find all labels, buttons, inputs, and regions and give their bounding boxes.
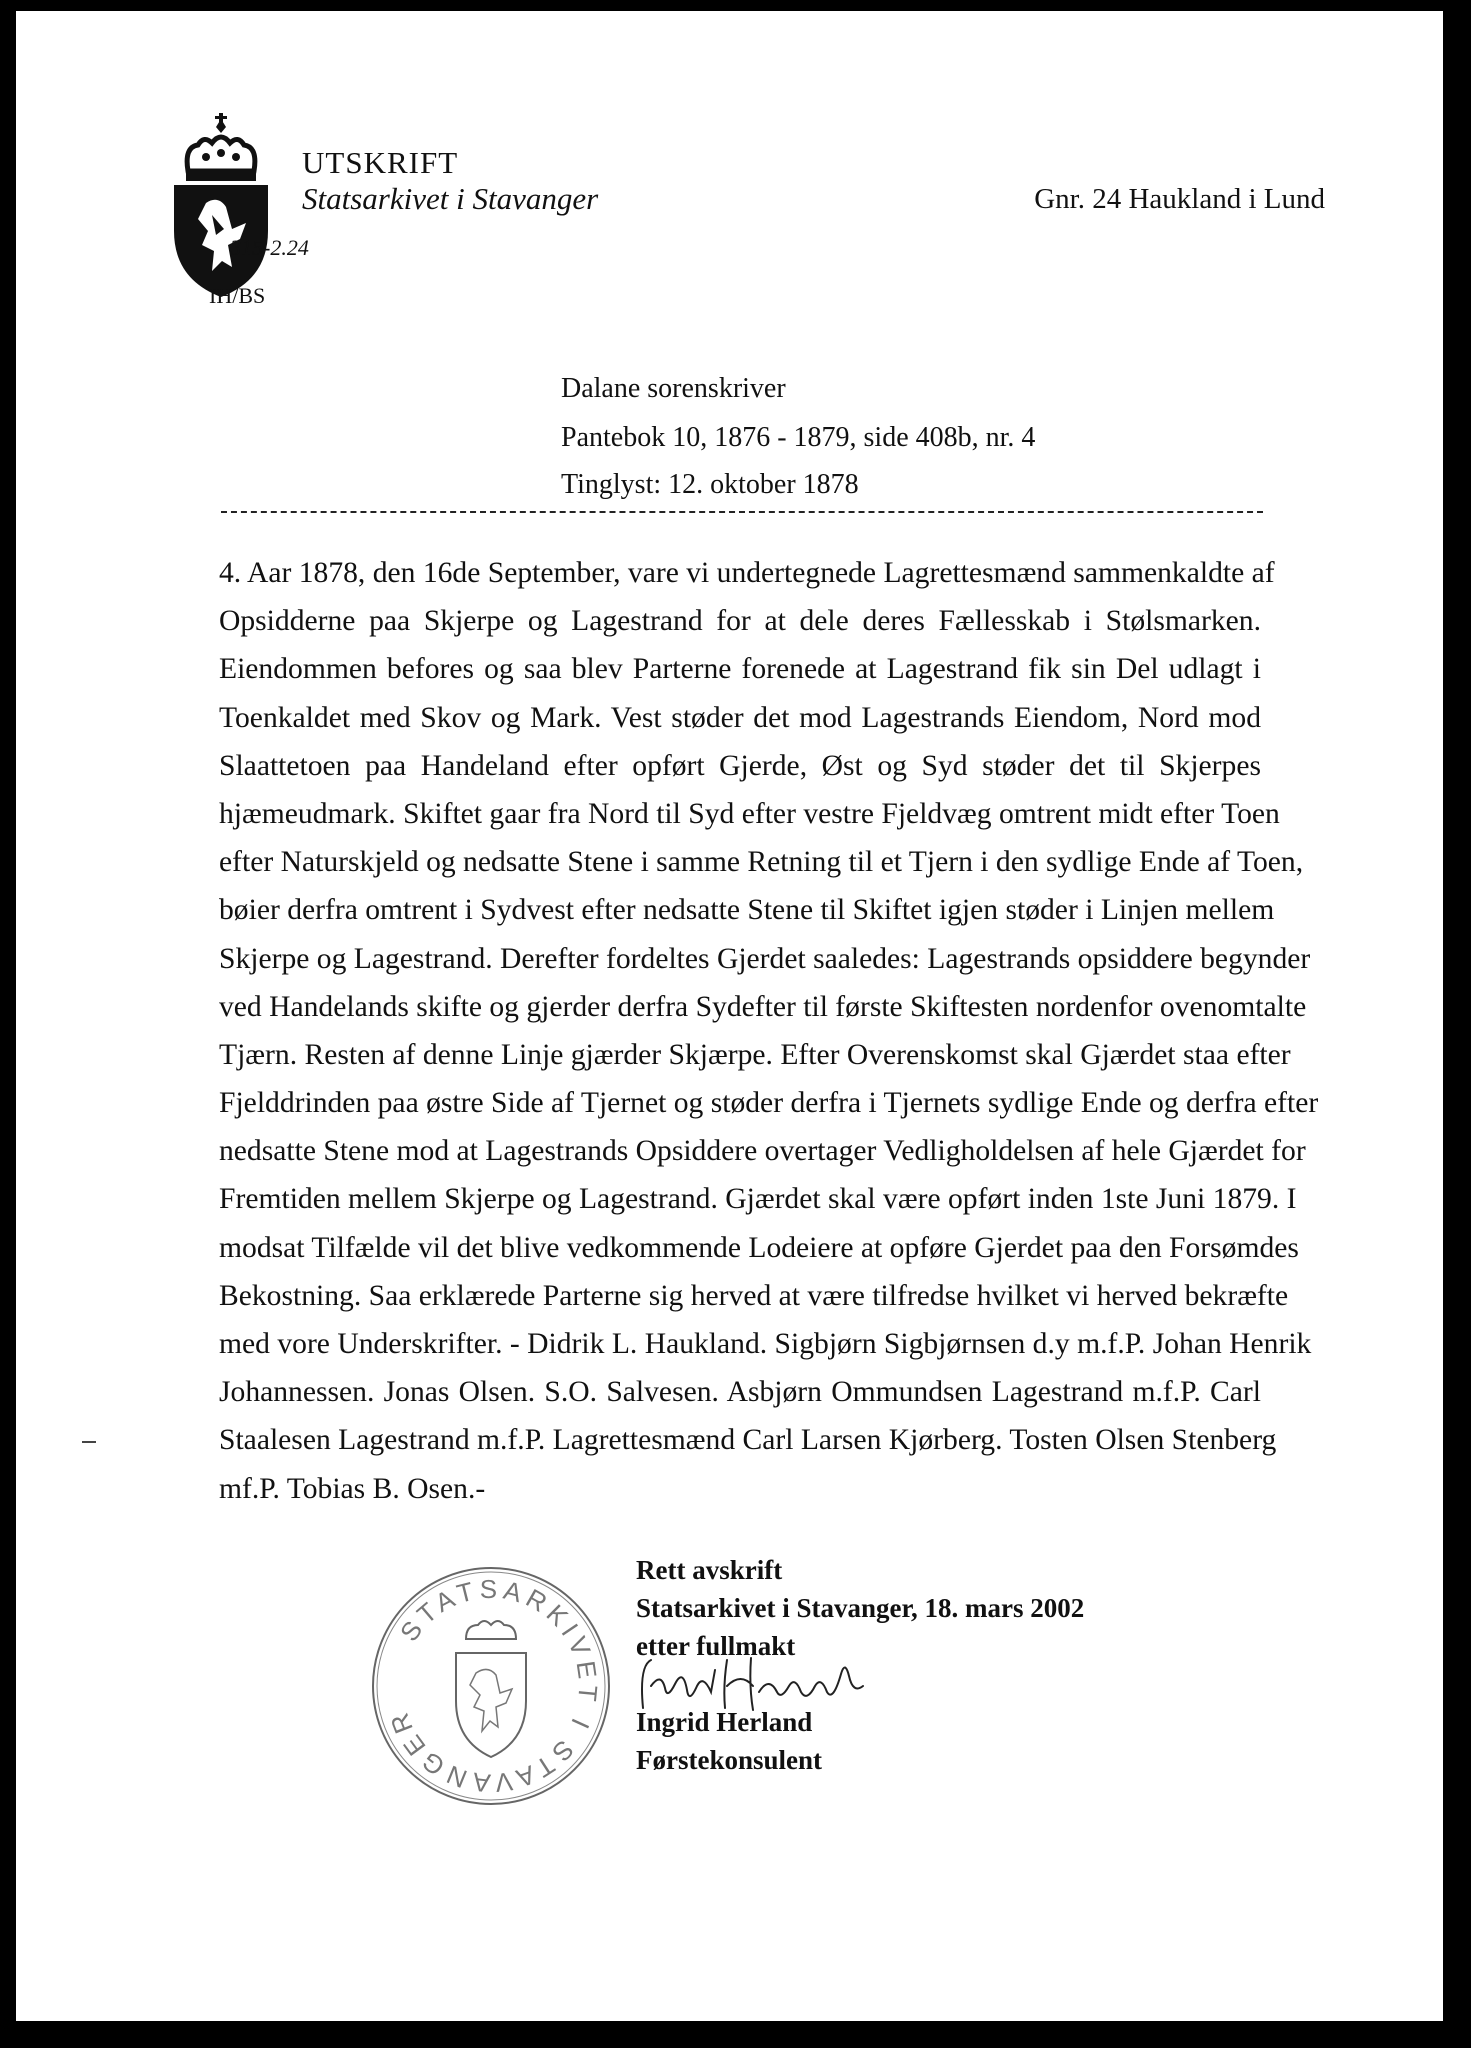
body-line: mf.P. Tobias B. Osen.- [219,1472,486,1505]
body-line: Fremtiden mellem Skjerpe og Lagestrand. Gjærdet skal være opført inden 1ste Juni 1879. I [219,1183,1297,1216]
certification-authority: etter fullmakt [636,1631,796,1661]
document-page [16,11,1443,2021]
body-line: hjæmeudmark. Skiftet gaar fra Nord til Syd efter vestre Fjeldvæg omtrent midt efter Toen [219,797,1280,830]
initials: IH/BS [209,283,266,308]
court-office: Dalane sorenskriver [561,373,786,404]
property-reference: Gnr. 24 Haukland i Lund [1034,183,1325,215]
body-line: Eiendommen befores og saa blev Parterne forenede at Lagestrand fik sin Del udlagt i [219,653,1261,686]
coat-of-arms-icon [166,111,276,301]
signer-name: Ingrid Herland [636,1707,813,1737]
body-line: ved Handelands skifte og gjerder derfra Sydefter til første Skiftesten nordenfor ovenomtalte [219,990,1307,1023]
body-line: Bekostning. Saa erklærede Parterne sig herved at være tilfredse hvilket vi herved bekræfte [219,1279,1289,1312]
handwritten-signature [631,1646,871,1721]
body-line: Toenkaldet med Skov og Mark. Vest støder det mod Lagestrands Eiendom, Nord mod [219,701,1261,734]
body-line: Opsidderne paa Skjerpe og Lagestrand for at dele deres Fællesskab i Stølsmarken. [219,605,1261,638]
signer-role: Førstekonsulent [636,1745,823,1775]
body-line: 4. Aar 1878, den 16de September, vare vi undertegnede Lagrettesmænd sammenkaldte af [219,557,1275,589]
document-title: UTSKRIFT [302,145,459,180]
body-line: med vore Underskrifter. - Didrik L. Haukland. Sigbjørn Sigbjørnsen d.y m.f.P. Johan Henrik [219,1328,1312,1360]
body-line: modsat Tilfælde vil det blive vedkommende Lodeiere at opføre Gjerdet paa den Forsømdes [219,1231,1299,1264]
body-line: Staalesen Lagestrand m.f.P. Lagrettesmænd Carl Larsen Kjørberg. Tosten Olsen Stenberg [219,1424,1277,1457]
body-line: efter Naturskjeld og nedsatte Stene i samme Retning til et Tjern i den sydlige Ende af Toen, [219,846,1304,879]
body-line: Fjelddrinden paa østre Side af Tjernet og støder derfra i Tjernets sydlige Ende og derfra efter [219,1087,1319,1120]
seal-ring-text: STATSARKIVET I STAVANGER [382,1573,604,1799]
body-line: nedsatte Stene mod at Lagestrands Opsiddere overtager Vedligholdelsen af hele Gjærdet for [219,1135,1306,1168]
dashed-separator [221,511,1263,513]
archive-name: Statsarkivet i Stavanger [302,181,599,216]
certification-place-date: Statsarkivet i Stavanger, 18. mars 2002 [636,1593,1085,1623]
body-line: Skjerpe og Lagestrand. Derefter fordeltes Gjerdet saaledes: Lagestrands opsiddere begynder [219,942,1311,975]
svg-text:STATSARKIVET I STAVANGER [382,1574,603,1799]
scan-mark [82,1441,96,1443]
body-line: Tjærn. Resten af denne Linje gjærder Skjærpe. Efter Overenskomst skal Gjærdet staa efter [219,1038,1291,1071]
transcript-body [219,549,1319,1513]
body-line: bøier derfra omtrent i Sydvest efter nedsatte Stene til Skiftet igjen støder i Linjen mellem [219,894,1275,927]
body-line: Slaattetoen paa Handeland efter opført Gjerde, Øst og Syd støder det til Skjerpes [219,749,1261,782]
registration-date: Tinglyst: 12. oktober 1878 [561,469,859,500]
certification-line: Rett avskrift [636,1555,783,1585]
archive-seal-stamp [366,1561,616,1811]
record-book: Pantebok 10, 1876 - 1879, side 408b, nr. 4 [561,422,1036,453]
reference-number: 315-2.24 [230,235,309,260]
body-line: Johannessen. Jonas Olsen. S.O. Salvesen. Asbjørn Ommundsen Lagestrand m.f.P. Carl [219,1376,1261,1409]
